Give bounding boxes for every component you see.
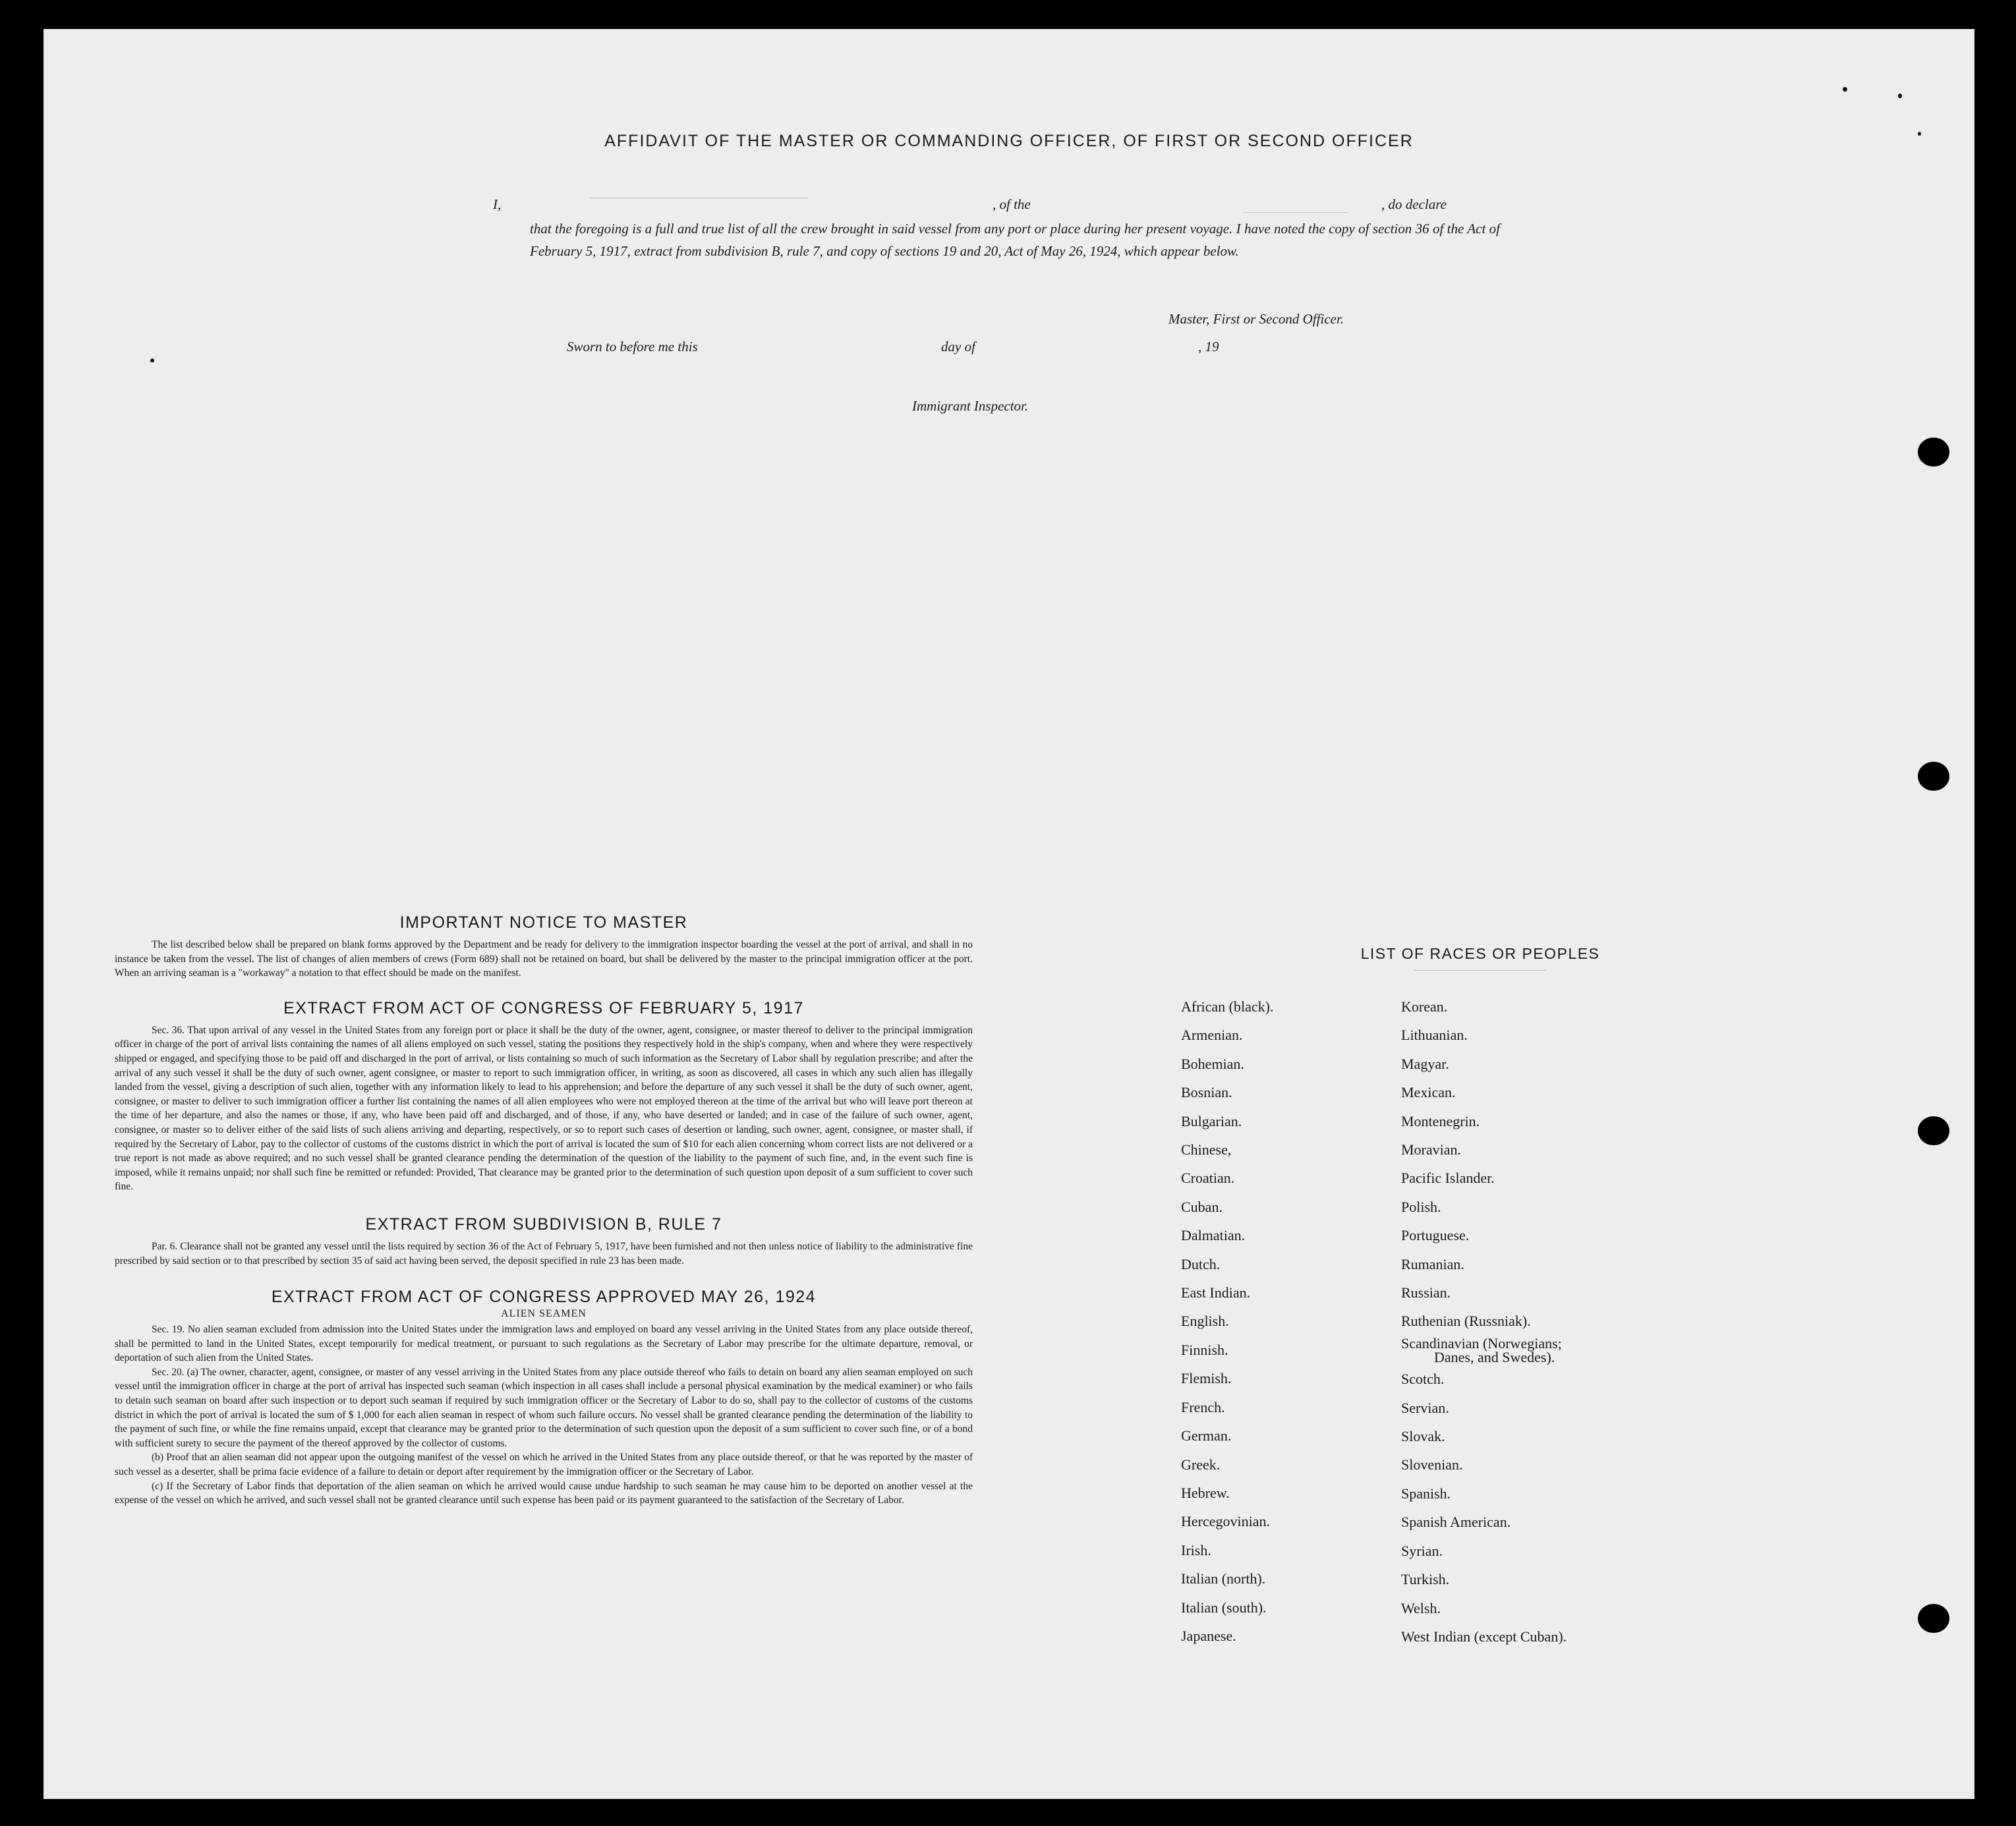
race-item: Scotch. [1401,1371,1445,1388]
race-item: French. [1181,1398,1225,1415]
race-item: Dutch. [1181,1255,1221,1272]
extract-rule7-text: Par. 6. Clearance shall not be granted any vessel until the lists required by section 36 of the Act of February 5, 1917, have been furnished and not then unless notice of liability to the administrative fine prescribed by said section or to that prescribed by section 35 of said act having been served, the deposit specified in rule 23 has been made. [115,1240,973,1267]
affidavit-do-declare: , do declare [1381,196,1447,212]
affidavit-body: that the foregoing is a full and true list of all the crew brought in said vessel from any port or place during her present voyage. I have noted the copy of section 36 of the Act of February 5, 1917, extract from subdivision B, rule 7, and copy of sections 19 and 20, Act of May 26, 1924, which appear below. [530,221,1500,259]
race-item: Bulgarian. [1181,1112,1242,1129]
race-item: Welsh. [1401,1599,1441,1616]
document-sheet [43,29,1974,1799]
scan-speck [1918,132,1921,136]
race-item: Cuban. [1181,1198,1223,1215]
race-item: Hebrew. [1181,1484,1230,1501]
extract-1917-text: Sec. 36. That upon arrival of any vessel in the United States from any foreign port or place it shall be the duty of the owner, agent, consignee, or master thereof to deliver to the principal immigration officer in charge of the port of arrival lists containing the names of all aliens employed on such vessel, stating the positions they respectively hold in the ship's company, when and where they were respectively shipped or engaged, and specifying those to be paid off and discharged in the port of arrival, or lists containing so much of such information as the Secretary of Labor shall by regulation prescribe; and after the arrival of any such vessel it shall be the duty of such owner, agent consignee, or master to report to such immigration officer, in writing, as soon as discovered, all cases in which any such alien has illegally landed from the vessel, giving a description of such alien, together with any information likely to lead to his apprehension; and before the departure of any such vessel it shall be the duty of such owner, agent, consignee, or master to deliver to such immigration officer a further list containing the names of all alien employees who were not employed thereon at the time of the arrival but who will leave port thereon at the time of her departure, and also the names or those, if any, who have been paid off and discharged, and of those, if any, who have deserted or landed; and in case of the failure of such owner, agent, consignee, or master so to deliver either of the said lists of such aliens arriving and departing, respectively, or so to report such cases of desertion or landing, such owner, agent, consignee, or master shall, if required by the Secretary of Labor, pay to the collector of customs of the customs district in which the port of arrival is located the sum of $10 for each alien concerning whom correct lists are not delivered or a true report is not made as above required; and no such vessel shall be granted clearance pending the determination of the question of the liability to the payment of such fine, and, in the event such fine is imposed, while it remains unpaid; nor shall such fine be remitted or refunded: Provided, That clearance may be granted prior to the determination of such question upon deposit of a sum sufficient to cover such fine. [115,1024,973,1193]
notice-title: IMPORTANT NOTICE TO MASTER [399,913,688,932]
race-item: Syrian. [1401,1542,1443,1559]
race-item: Finnish. [1181,1341,1228,1358]
race-item: West Indian (except Cuban). [1401,1628,1567,1645]
extract-1924-paragraph: Sec. 19. No alien seaman excluded from admission into the United States under the immigration laws and employed on board any vessel arriving in the United States from any place outside thereof, shall be permitted to land in the United States, except temporarily for medical treatment, or pursuant to such regulations as the Secretary of Labor may prescribe for the ultimate departure, removal, or deportation of such alien from the United States. [115,1324,973,1364]
race-item: Montenegrin. [1401,1112,1480,1129]
extract-1924-title: EXTRACT FROM ACT OF CONGRESS APPROVED MAY 26, 1924 [271,1288,817,1307]
scan-speck [150,358,154,362]
race-item: Korean. [1401,998,1448,1015]
race-item: Chinese, [1181,1141,1232,1158]
scan-speck [1898,94,1902,98]
race-item-multiline [1401,1336,1567,1365]
race-item: Ruthenian (Russniak). [1401,1313,1531,1330]
race-item: Italian (south). [1181,1599,1267,1616]
races-left-list [1181,992,1273,1650]
race-item: Croatian. [1181,1170,1235,1187]
race-item: Rumanian. [1401,1255,1464,1272]
vessel-blank-line [1243,212,1348,213]
day-of-text: day of [941,339,975,355]
binder-hole [1918,438,1949,467]
binder-hole [1918,1116,1949,1145]
notice-text: The list described below shall be prepared on blank forms approved by the Department and be ready for delivery to the immigration inspector boarding the vessel at the port of arrival, and shall in no instance be taken from the vessel. The list of changes of alien members of crews (Form 689) shall not be retained on board, but shall be delivered by the master to the principal immigration officer at the port. When an arriving seaman is a "workaway" a notation to that effect should be made on the manifest. [115,939,973,979]
race-item: English. [1181,1313,1229,1330]
race-item: Bosnian. [1181,1084,1232,1101]
race-item: Bohemian. [1181,1055,1244,1072]
race-item: Moravian. [1401,1141,1462,1158]
races-right-list [1401,992,1567,1651]
race-item: Japanese. [1181,1627,1236,1644]
races-title-rule [1414,970,1546,971]
extract-1924-subtitle: ALIEN SEAMEN [501,1308,587,1320]
race-item: Polish. [1401,1198,1441,1215]
binder-hole [1918,762,1949,791]
binder-hole [1918,1604,1949,1633]
race-item: Turkish. [1401,1571,1450,1588]
race-item: Scandinavian (Norwegians; [1401,1334,1562,1352]
affidavit-title: AFFIDAVIT OF THE MASTER OR COMMANDING OFFICER, OF FIRST OR SECOND OFFICER [604,132,1414,150]
race-item: Dalmatian. [1181,1227,1246,1244]
race-item: German. [1181,1427,1232,1444]
race-item: East Indian. [1181,1284,1251,1301]
race-item: Danes, and Swedes). [1434,1348,1555,1365]
race-item: Slovak. [1401,1428,1445,1445]
year-prefix: , 19 [1198,339,1219,355]
race-item: Flemish. [1181,1370,1232,1387]
race-item: Mexican. [1401,1084,1456,1101]
race-item: Spanish. [1401,1485,1451,1502]
race-item: Spanish American. [1401,1514,1511,1531]
extract-1917-title: EXTRACT FROM ACT OF CONGRESS OF FEBRUARY 5, 1917 [283,998,804,1017]
race-item: Russian. [1401,1284,1451,1301]
race-item: Armenian. [1181,1027,1243,1044]
race-item: Slovenian. [1401,1456,1463,1473]
extract-1924-paragraph: (b) Proof that an alien seaman did not appear upon the outgoing manifest of the vessel on which he arrived in the United States from any place outside thereof, or that he was reported by the master of such vessel as a deserter, shall be prima facie evidence of a failure to detain or deport after requirement by the immigration officer or the Secretary of Labor. [115,1452,973,1478]
affidavit-i: I, [493,196,502,212]
race-item: Servian. [1401,1399,1449,1416]
sworn-text: Sworn to before me this [567,339,698,355]
inspector-label: Immigrant Inspector. [912,398,1029,414]
extract-rule7-title: EXTRACT FROM SUBDIVISION B, RULE 7 [365,1214,722,1234]
race-item: Lithuanian. [1401,1027,1468,1044]
scan-speck [1843,87,1847,92]
race-item: Irish. [1181,1541,1211,1558]
race-item: Greek. [1181,1456,1221,1473]
race-item: Pacific Islander. [1401,1170,1495,1187]
notice-column [115,913,973,1508]
extract-1924-paragraph: Sec. 20. (a) The owner, character, agent, consignee, or master of any vessel arriving in the United States from any place outside thereof who fails to detain on board any alien seaman employed on such vessel until the immigration officer in charge at the port of arrival has inspected such seaman (which inspection in all cases shall include a personal physical examination by the medical examiner) or who fails to detain such seaman on board after such inspection or to deport such seaman if required by such immigration officer or the Secretary of Labor to do so, shall pay to the collector of customs of the customs district in which the port of arrival is located the sum of $ 1,000 for each alien seaman in respect of whom such failure occurs. No vessel shall be granted clearance pending the determination of the liability to the payment of such fine, or while the fine remains unpaid, except that clearance may be granted prior to the determination of such question upon the deposit of a sum sufficient to cover such fine, or of a bond with sufficient surety to secure the payment of the thereof approved by the collector of customs. [115,1366,973,1449]
races-title: LIST OF RACES OR PEOPLES [1360,945,1600,962]
race-item: Hercegovinian. [1181,1513,1270,1530]
race-item: Magyar. [1401,1055,1449,1072]
race-item: Italian (north). [1181,1570,1266,1587]
affidavit-of-the: , of the [993,196,1031,212]
extract-1924-paragraph: (c) If the Secretary of Labor finds that deportation of the alien seaman on which he arrived would cause undue hardship to such seaman he may cause him to be deported on another vessel at the expense of the vessel on which he arrived, and such vessel shall not be granted clearance until such expense has been paid or its payment guaranteed to the satisfaction of the Secretary of Labor. [115,1480,973,1506]
race-item: African (black). [1181,998,1274,1015]
signature-label: Master, First or Second Officer. [1168,311,1344,327]
race-item: Portuguese. [1401,1227,1470,1244]
